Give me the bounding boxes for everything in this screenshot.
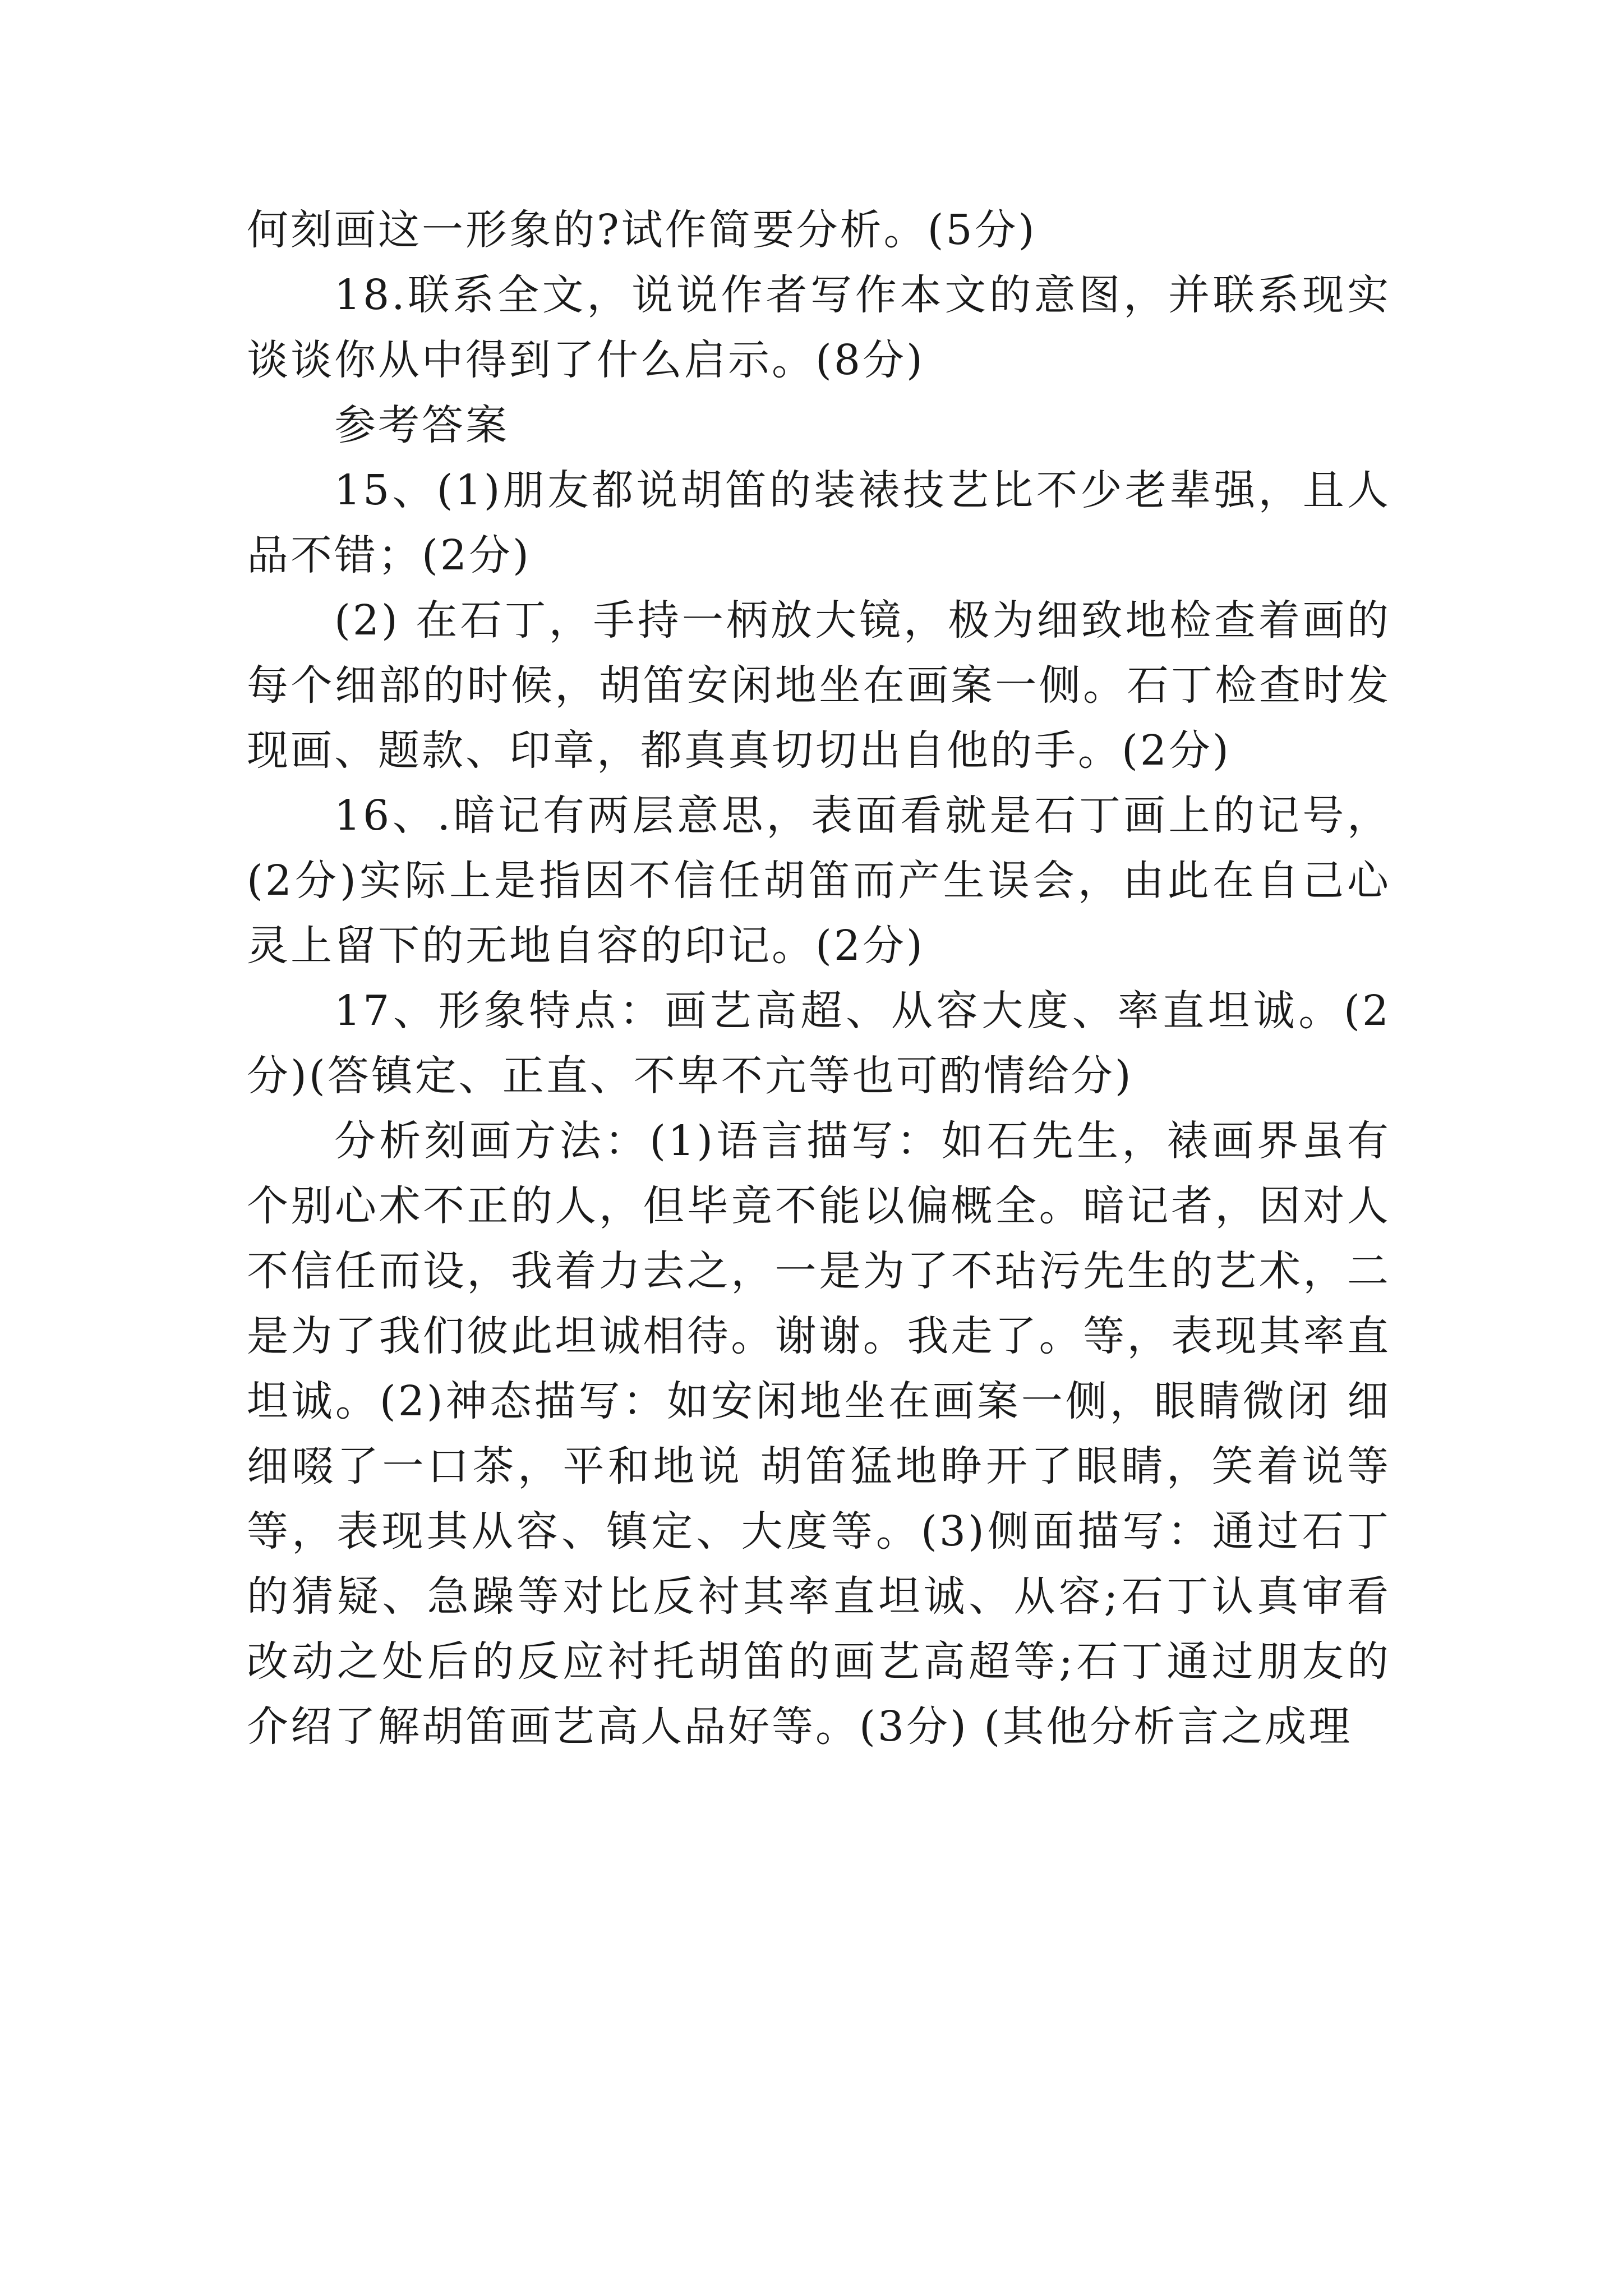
paragraph-answer-17: 17、形象特点：画艺高超、从容大度、率直坦诚。(2分)(答镇定、正直、不卑不亢等也可酌情给分) <box>247 987 1391 1100</box>
paragraph-question-18: 18.联系全文，说说作者写作本文的意图，并联系现实谈谈你从中得到了什么启示。(8分) <box>247 271 1391 384</box>
answer-heading: 参考答案 <box>334 401 509 449</box>
paragraph-answer-16: 16、.暗记有两层意思，表面看就是石丁画上的记号，(2分)实际上是指因不信任胡笛而产生误会，由此在自己心灵上留下的无地自容的印记。(2分) <box>247 792 1391 970</box>
document-body <box>247 197 1391 1759</box>
paragraph-answer-15-2: (2) 在石丁，手持一柄放大镜，极为细致地检查着画的每个细部的时候，胡笛安闲地坐在画案一侧。石丁检查时发现画、题款、印章，都真真切切出自他的手。(2分) <box>247 596 1391 775</box>
paragraph-question-17-tail: 何刻画这一形象的?试作简要分析。(5分) <box>247 206 1037 254</box>
paragraph-answer-15-1: 15、(1)朋友都说胡笛的装裱技艺比不少老辈强，且人品不错；(2分) <box>247 466 1391 579</box>
paragraph-answer-17-analysis: 分析刻画方法：(1)语言描写：如石先生，裱画界虽有个别心术不正的人，但毕竟不能以偏概全。暗记者，因对人不信任而设，我着力去之，一是为了不玷污先生的艺术，二是为了我们彼此坦诚相待。谢谢。我走了。等，表现其率直坦诚。(2)神态描写：如安闲地坐在画案一侧，眼睛微闭 细细啜了一口茶，平和地说 胡笛猛地睁开了眼睛，笑着说等等，表现其从容、镇定、大度等。(3)侧面描写：通过石丁的猜疑、急躁等对比反衬其率直坦诚、从容;石丁认真审看改动之处后的反应衬托胡笛的画艺高超等;石丁通过朋友的介绍了解胡笛画艺高人品好等。(3分) (其他分析言之成理 <box>247 1117 1391 1751</box>
